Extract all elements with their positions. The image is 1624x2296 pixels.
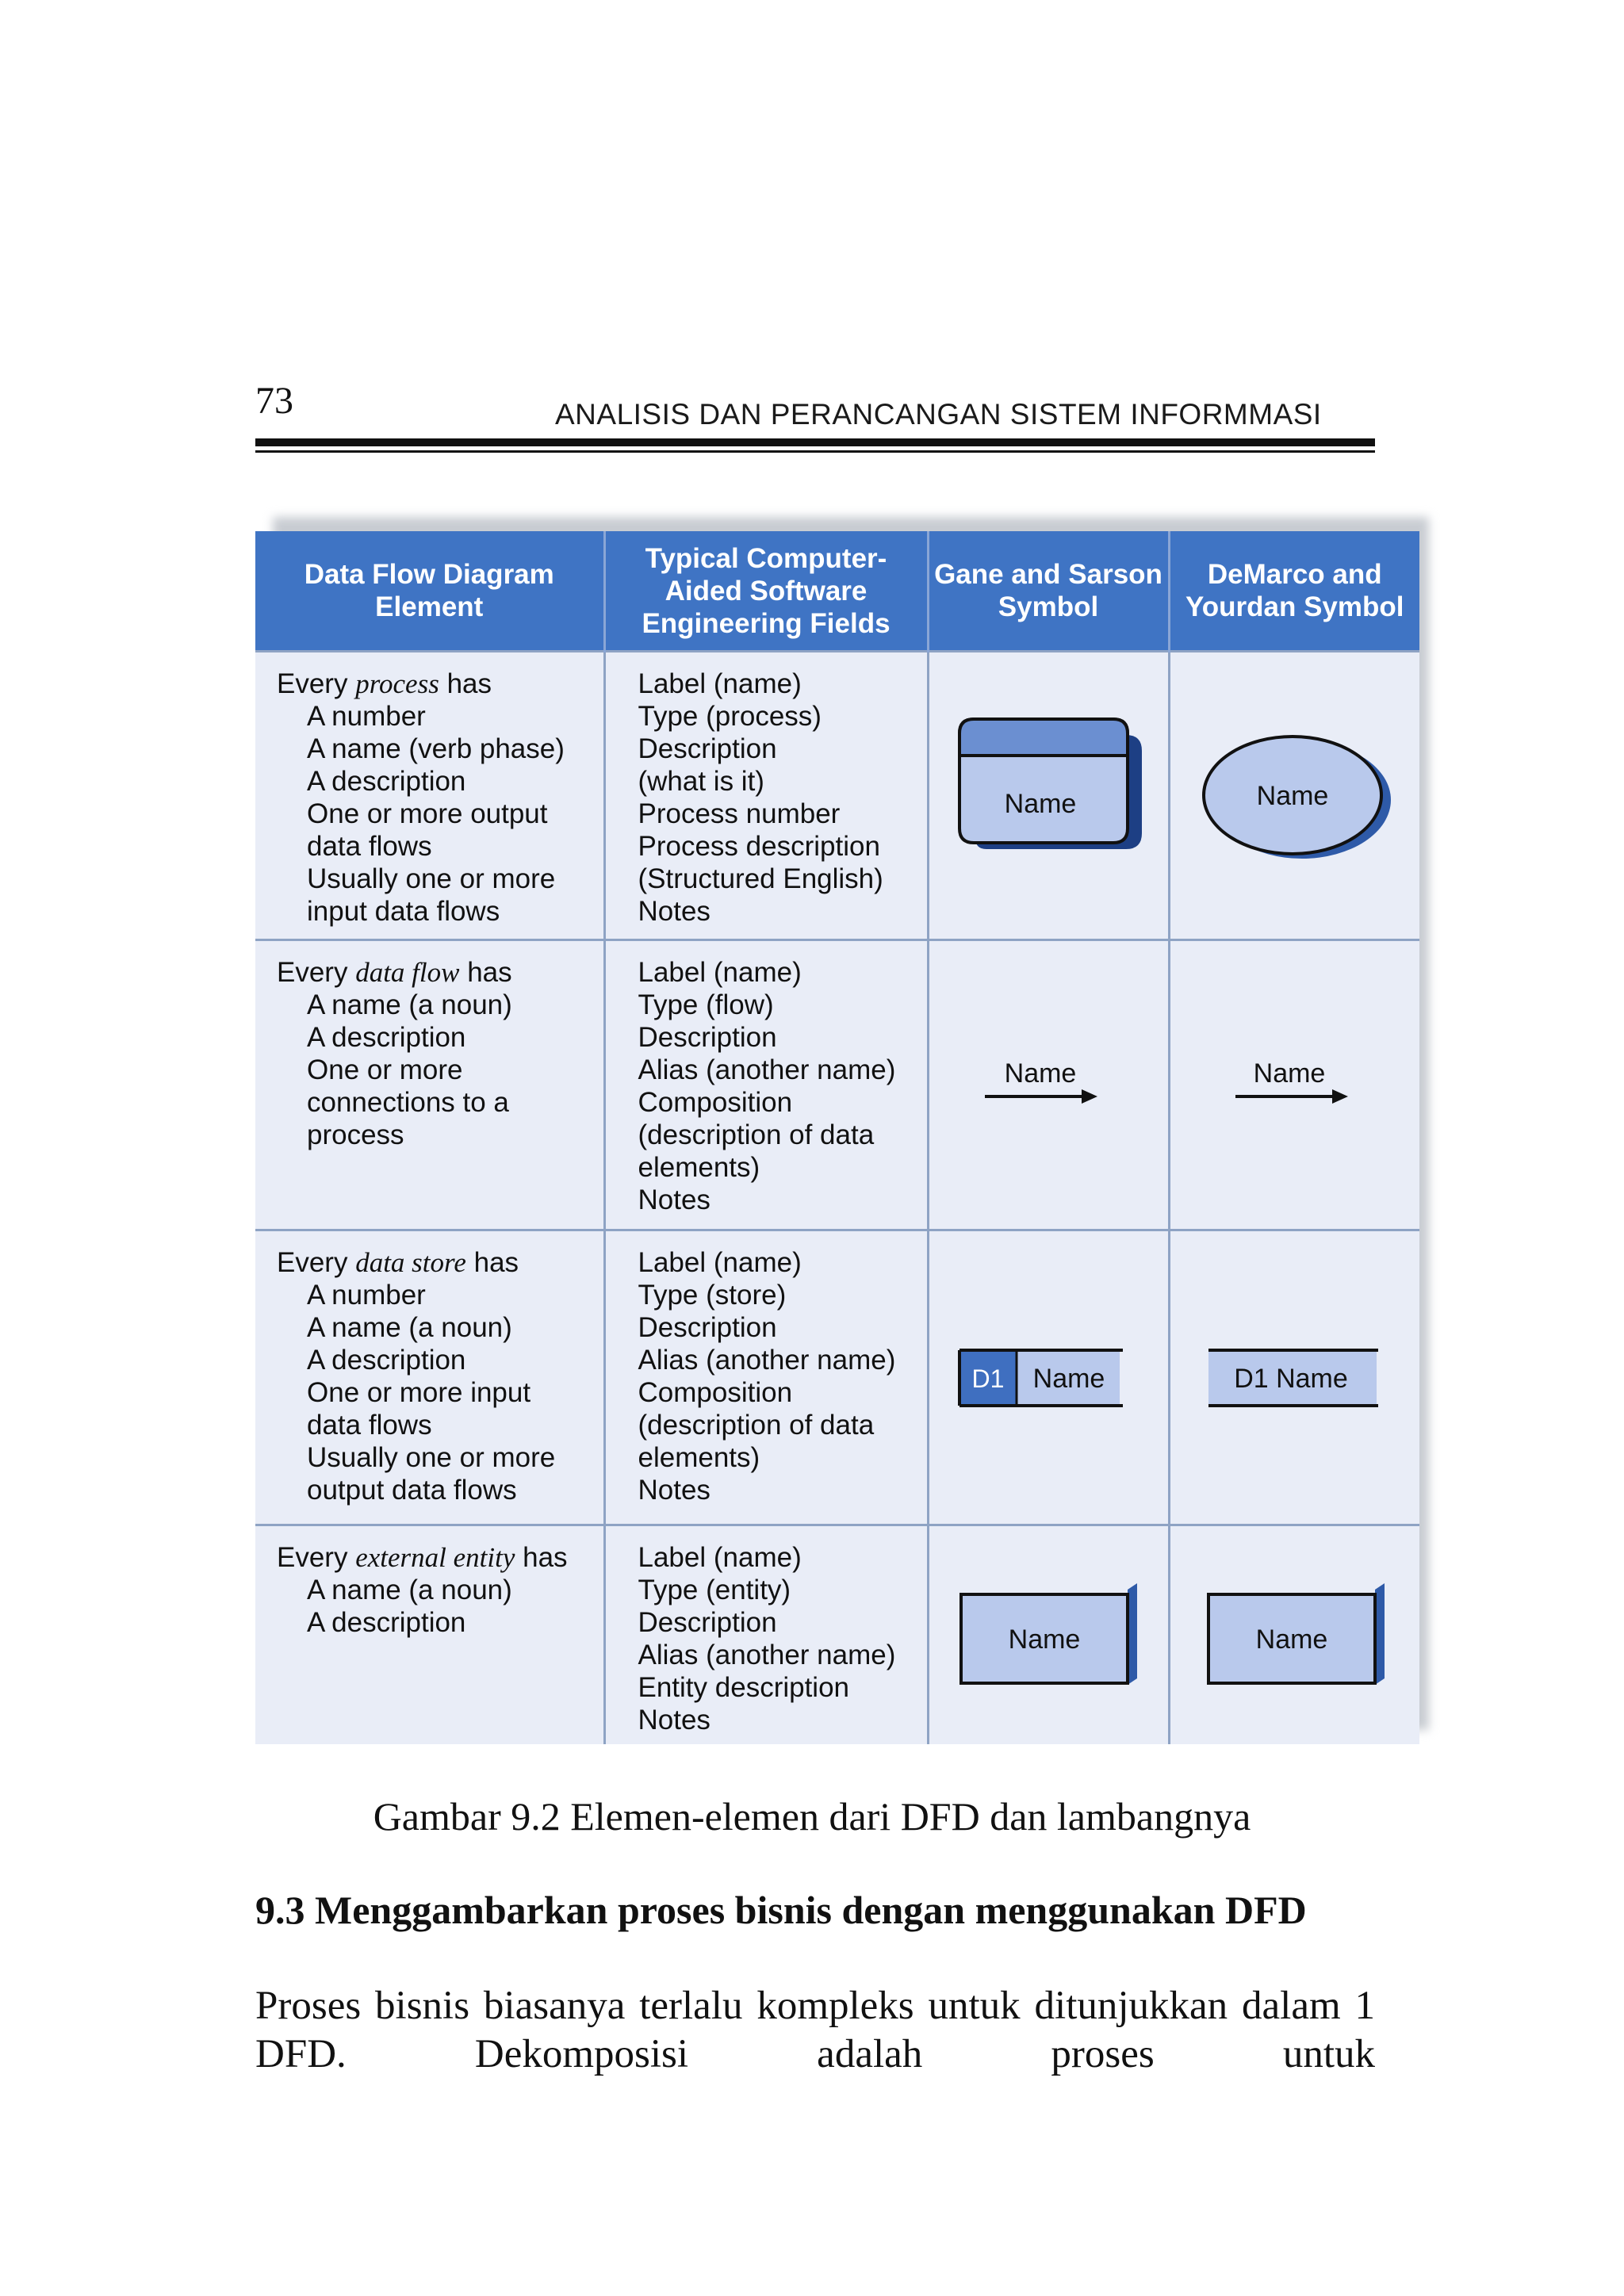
element-item: Usually one or more [307, 863, 556, 894]
element-item: A description [307, 1607, 466, 1638]
element-item: connections to a [307, 1087, 509, 1118]
element-cell [255, 1525, 604, 1745]
process-symbol-label: Name [1256, 781, 1328, 811]
element-item: data flows [307, 831, 432, 862]
arrow-head-icon [1082, 1089, 1097, 1104]
field-item: Type (entity) [638, 1575, 791, 1605]
element-item: A number [307, 1280, 426, 1311]
field-item: Alias (another name) [638, 1640, 896, 1670]
element-cell [255, 940, 604, 1230]
header-demarco-yourdon: DeMarco and Yourdan Symbol [1169, 531, 1419, 652]
header-rule-thin [255, 450, 1375, 453]
element-item: A description [307, 766, 466, 797]
table-row-process [255, 652, 1419, 940]
element-item: One or more [307, 1054, 463, 1085]
gane-sarson-process-symbol [929, 652, 1170, 941]
demarco-yourdon-symbol-cell [1169, 1525, 1419, 1745]
page-number: 73 [255, 380, 293, 422]
field-item: Alias (another name) [638, 1345, 896, 1376]
element-intro: Every data store has [277, 1247, 519, 1278]
section-heading: 9.3 Menggambarkan proses bisnis dengan menggunakan DFD [255, 1888, 1307, 1932]
element-item: A name (verb phase) [307, 733, 565, 764]
field-item: Type (process) [638, 701, 822, 732]
field-item: (what is it) [638, 766, 764, 797]
demarco-yourdon-store-symbol [1170, 1231, 1421, 1526]
table-row-data-store [255, 1230, 1419, 1525]
element-item: process [307, 1119, 404, 1150]
gane-sarson-symbol-cell [928, 1525, 1169, 1745]
header-dfd-element: Data Flow Diagram Element [255, 531, 604, 652]
demarco-yourdon-entity-symbol [1170, 1526, 1421, 1750]
field-item: (description of data [638, 1119, 875, 1150]
field-item: Composition [638, 1087, 793, 1118]
fields-cell [604, 1230, 928, 1525]
element-item: One or more output [307, 798, 548, 829]
element-item: Usually one or more [307, 1442, 556, 1473]
element-intro: Every external entity has [277, 1542, 568, 1573]
store-name-label: Name [1032, 1364, 1105, 1394]
table-row-external-entity [255, 1525, 1419, 1745]
gane-sarson-symbol-cell [928, 1230, 1169, 1525]
demarco-yourdon-process-symbol [1170, 652, 1421, 941]
field-item: Description [638, 1312, 777, 1343]
fields-cell [604, 1525, 928, 1745]
element-item: output data flows [307, 1475, 517, 1506]
gane-sarson-symbol-cell [928, 940, 1169, 1230]
element-cell [255, 1230, 604, 1525]
entity-symbol-label: Name [1008, 1624, 1080, 1655]
field-item: elements) [638, 1152, 760, 1183]
field-item: Notes [638, 1705, 710, 1735]
element-item: input data flows [307, 896, 500, 927]
field-item: Label (name) [638, 1542, 802, 1573]
demarco-yourdon-symbol-cell [1169, 940, 1419, 1230]
field-item: (Structured English) [638, 863, 883, 894]
demarco-yourdon-symbol-cell [1169, 652, 1419, 940]
field-item: Type (store) [638, 1280, 787, 1311]
element-item: A name (a noun) [307, 989, 512, 1020]
field-item: Entity description [638, 1672, 850, 1703]
field-item: Description [638, 733, 777, 764]
field-item: Label (name) [638, 668, 802, 699]
element-item: A name (a noun) [307, 1575, 512, 1605]
header-gane-sarson: Gane and Sarson Symbol [928, 531, 1169, 652]
gane-sarson-entity-symbol [929, 1526, 1170, 1750]
element-item: A number [307, 701, 426, 732]
field-item: Label (name) [638, 1247, 802, 1278]
element-item: data flows [307, 1410, 432, 1441]
flow-symbol-label: Name [1004, 1058, 1076, 1089]
element-item: A description [307, 1345, 466, 1376]
field-item: Type (flow) [638, 989, 774, 1020]
field-item: Notes [638, 1475, 710, 1506]
element-intro: Every process has [277, 668, 492, 699]
demarco-yourdon-flow-symbol [1170, 941, 1421, 1231]
header-rule-thick [255, 438, 1375, 446]
running-header: ANALISIS DAN PERANCANGAN SISTEM INFORMMASI [555, 398, 1322, 430]
field-item: Notes [638, 1184, 710, 1215]
gane-sarson-flow-symbol [929, 941, 1170, 1231]
fields-cell [604, 652, 928, 940]
store-name-label: D1 Name [1233, 1364, 1348, 1394]
flow-symbol-label: Name [1253, 1058, 1325, 1089]
header-case-fields: Typical Computer-Aided Software Engineering Fields [604, 531, 928, 652]
field-item: Composition [638, 1377, 793, 1408]
field-item: Description [638, 1607, 777, 1638]
dfd-elements-figure [255, 531, 1419, 1744]
table-row-data-flow [255, 940, 1419, 1230]
element-item: One or more input [307, 1377, 531, 1408]
store-id-label: D1 [971, 1364, 1004, 1393]
field-item: Description [638, 1022, 777, 1053]
dfd-elements-table [255, 531, 1419, 1744]
figure-caption: Gambar 9.2 Elemen-elemen dari DFD dan lambangnya [373, 1794, 1251, 1839]
element-item: A description [307, 1022, 466, 1053]
arrow-head-icon [1332, 1089, 1348, 1104]
demarco-yourdon-symbol-cell [1169, 1230, 1419, 1525]
field-item: elements) [638, 1442, 760, 1473]
process-symbol-label: Name [1004, 789, 1076, 819]
field-item: Process description [638, 831, 880, 862]
field-item: Alias (another name) [638, 1054, 896, 1085]
field-item: (description of data [638, 1410, 875, 1441]
gane-sarson-symbol-cell [928, 652, 1169, 940]
element-item: A name (a noun) [307, 1312, 512, 1343]
field-item: Notes [638, 896, 710, 927]
field-item: Label (name) [638, 957, 802, 988]
fields-cell [604, 940, 928, 1230]
body-paragraph: Proses bisnis biasanya terlalu kompleks untuk ditunjukkan dalam 1 DFD. Dekomposisi adalah proses untuk [255, 1984, 1375, 2076]
element-intro: Every data flow has [277, 957, 512, 988]
entity-symbol-label: Name [1255, 1624, 1327, 1655]
field-item: Process number [638, 798, 841, 829]
table-header-row [255, 531, 1419, 652]
element-cell [255, 652, 604, 940]
gane-sarson-store-symbol [929, 1231, 1170, 1526]
